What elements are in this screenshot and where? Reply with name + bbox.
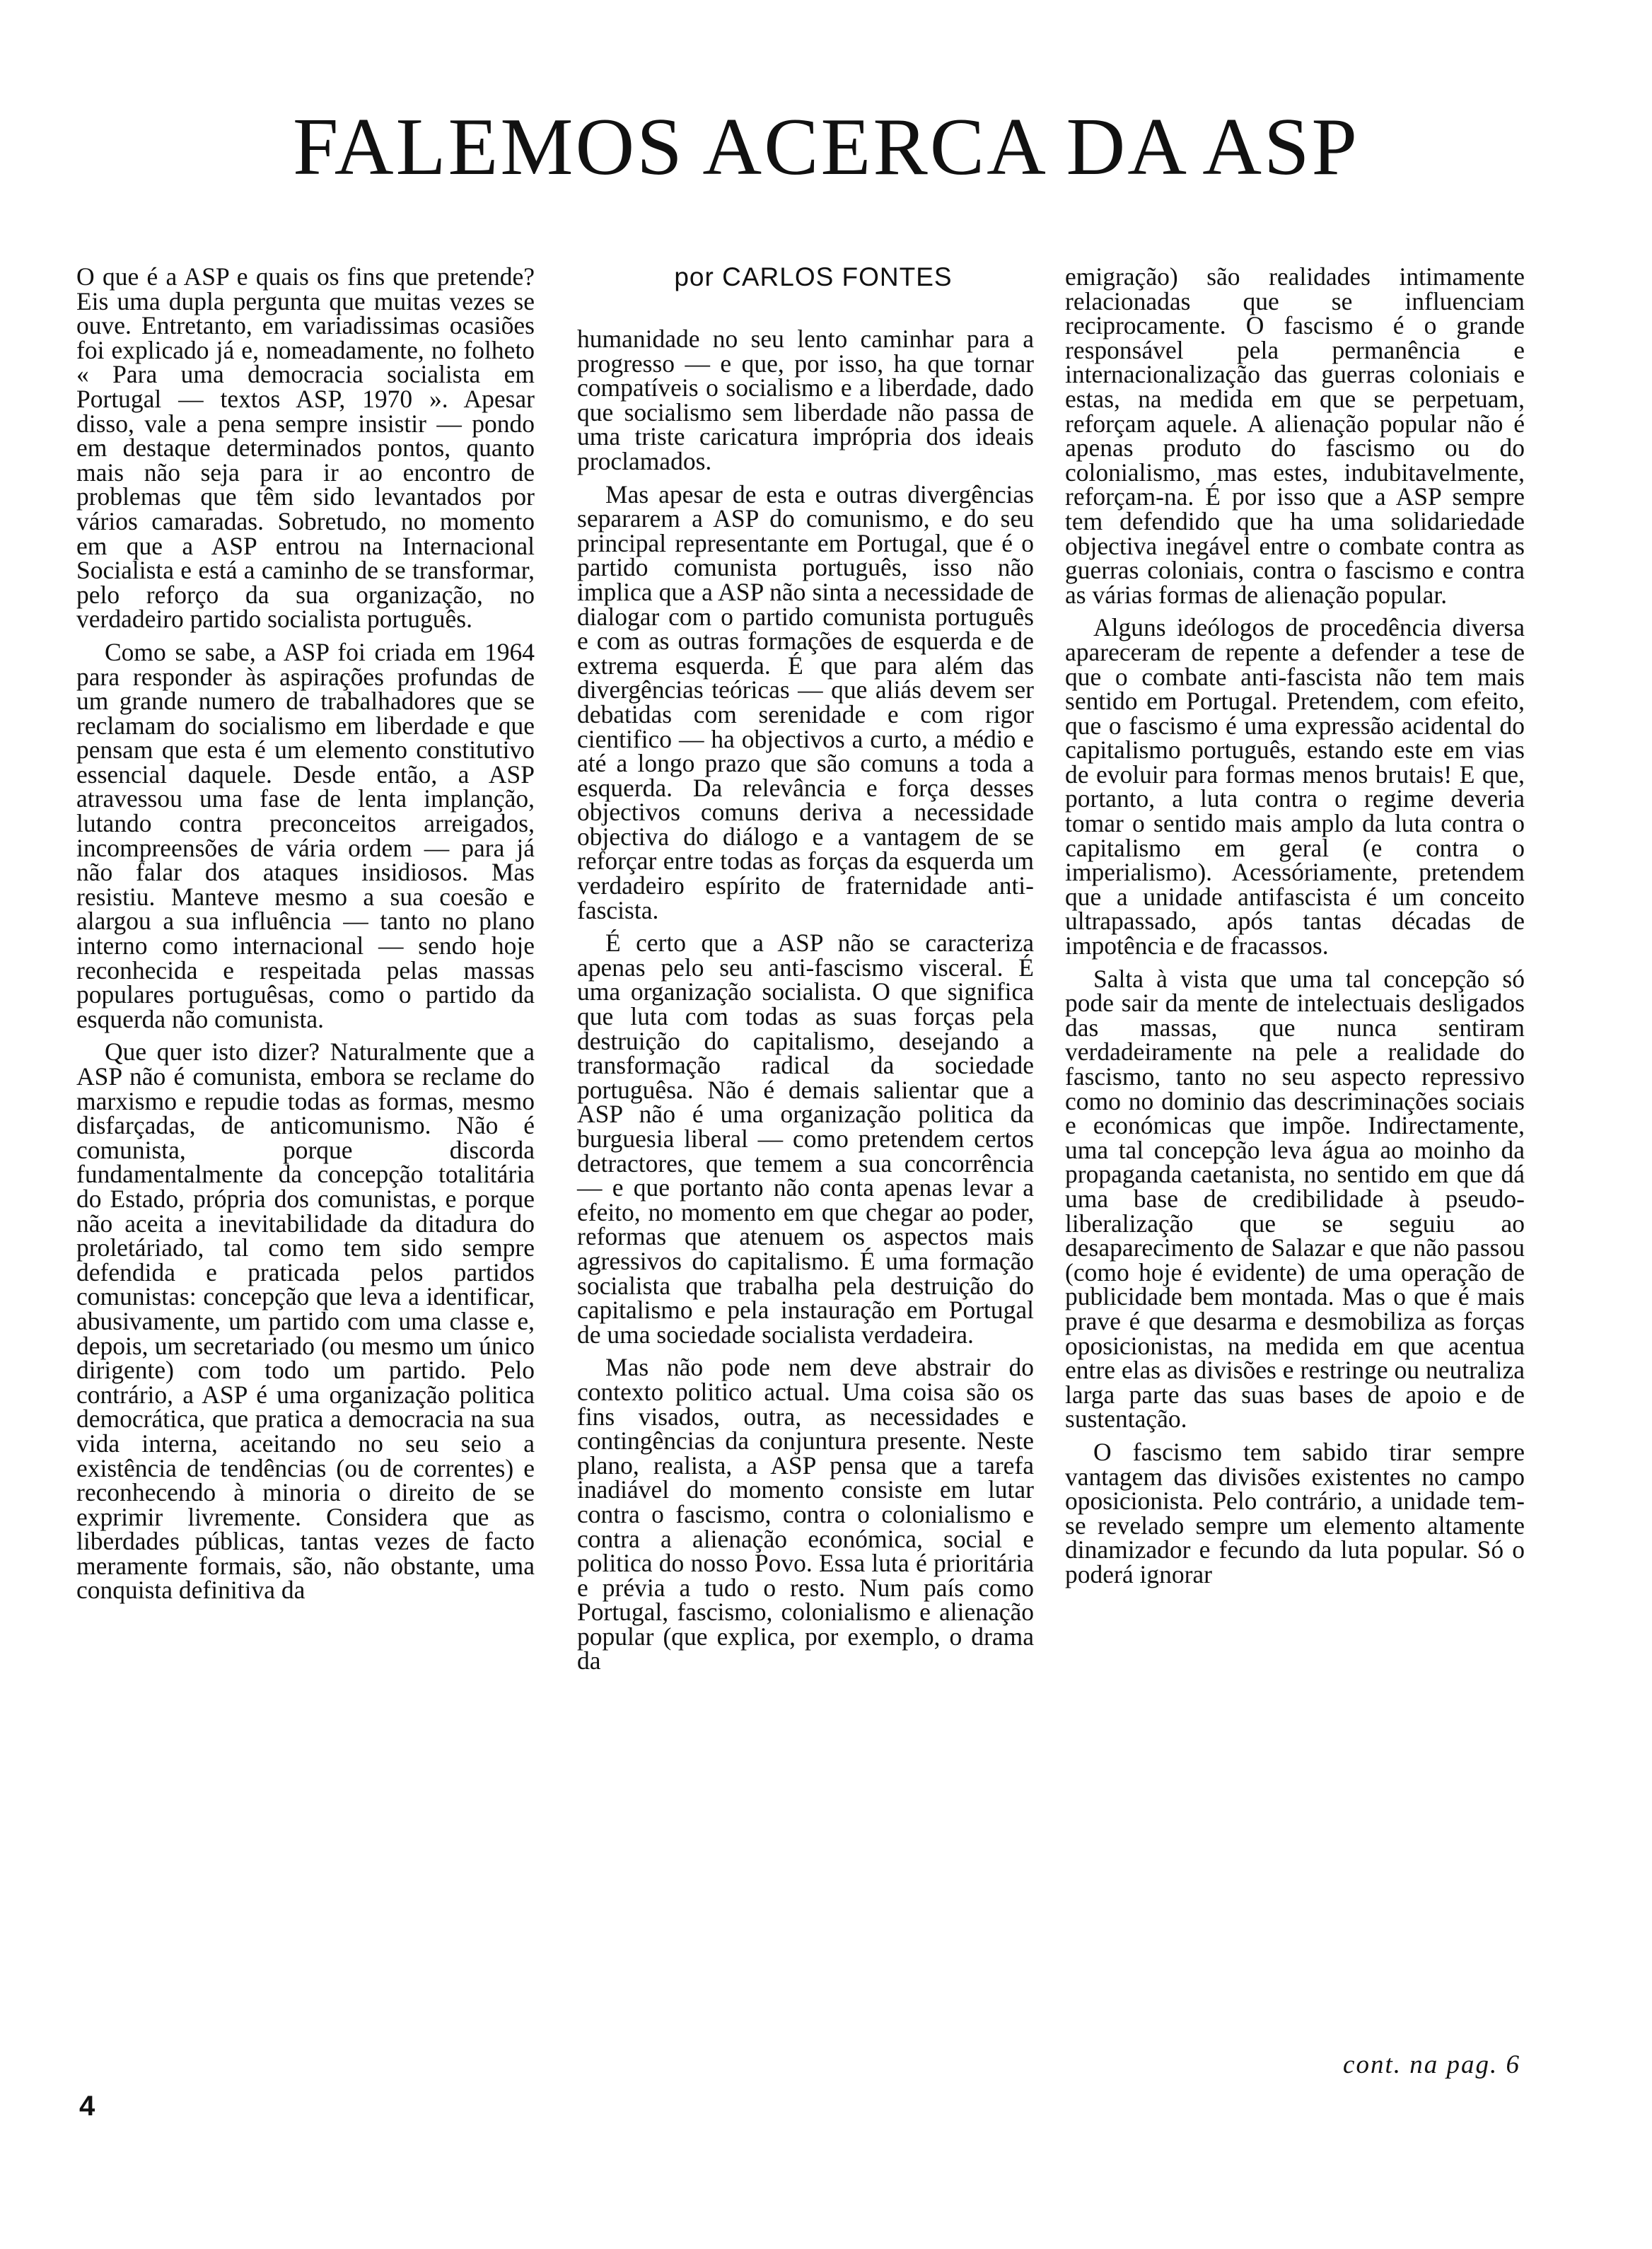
column-3 — [1065, 262, 1525, 1595]
page-number: 4 — [79, 2091, 95, 2122]
paragraph: Mas não pode nem deve abstrair do contexto politico actual. Uma coisa são os fins visados, outra, as necessidades e contingências da conjuntura presente. Neste plano, realista, a ASP pensa que a tarefa inadiável do momento consiste em lutar contra o fascismo, contra o colonialismo e contra a alienação económica, social e politica do nosso Povo. Essa luta é prioritária e prévia a tudo o resto. Num país como Portugal, fascismo, colonialismo e alienação popular (que explica, por exemplo, o drama da — [577, 1353, 1034, 1675]
article-title: FALEMOS ACERCA DA ASP — [292, 102, 1360, 192]
paragraph: Como se sabe, a ASP foi criada em 1964 para responder às aspirações profundas de um grande numero de trabalhadores que se reclamam do socialismo em liberdade e que pensam que esta é um elemento constitutivo essencial daquele. Desde então, a ASP atravessou uma fase de lenta implanção, lutando contra preconceitos arreigados, incompreensões de vária ordem — para já não falar dos ataques insidiosos. Mas resistiu. Manteve mesmo a sua coesão e alargou a sua influência — tanto no plano interno como internacional — sendo hoje reconhecida e respeitada pelas massas populares portuguêsas, como o partido da esquerda não comunista. — [76, 637, 535, 1033]
paragraph: Alguns ideólogos de procedência diversa apareceram de repente a defender a tese de que o combate anti-fascista não tem mais sentido em Portugal. Pretendem, com efeito, que o fascismo é uma expressão acidental do capitalismo português, estando este em vias de evoluir para formas menos brutais! E que, portanto, a luta contra o regime deveria tomar o sentido mais amplo da luta contra o capitalismo em geral (e contra o imperialismo). Acessóriamente, pretendem que a unidade antifascista é um conceito ultrapassado, após tantas décadas de impotência e de fracassos. — [1065, 613, 1525, 960]
continuation-note: cont. na pag. 6 — [1343, 2050, 1520, 2079]
paragraph: Que quer isto dizer? Naturalmente que a ASP não é comunista, embora se reclame do marxismo e repudie todas as formas, mesmo disfarçadas, de anticomunismo. Não é comunista, porque discorda fundamentalmente da concepção totalitária do Estado, própria dos comunistas, e porque não aceita a inevitabilidade da ditadura do proletáriado, tal como tem sido sempre defendida e praticada pelos partidos comunistas: concepção que leva a identificar, abusivamente, um partido com uma classe e, depois, um secretariado (ou mesmo um único dirigente) com todo um partido. Pelo contrário, a ASP é uma organização politica democrática, que pratica a democracia na sua vida interna, aceitando no seu seio a existência de tendências (ou de correntes) e reconhecendo à minoria o direito de se exprimir livremente. Considera que as liberdades públicas, tantas vezes de facto meramente formais, são, não obstante, uma conquista definitiva da — [76, 1038, 535, 1605]
paragraph: Salta à vista que uma tal concepção só pode sair da mente de intelectuais desligados das massas, que nunca sentiram verdadeiramente na pele a realidade do fascismo, tanto no seu aspecto repressivo como no dominio das descriminações sociais e económicas que impõe. Indirectamente, uma tal concepção leva água ao moinho da propaganda caetanista, no sentido em que dá uma base de credibilidade à pseudo-liberalização que se seguiu ao desaparecimento de Salazar e que não passou (como hoje é evidente) de uma operação de publicidade bem montada. Mas o que é mais prave é que desarma e desmobiliza as forças oposicionistas, na medida em que acentua entre elas as divisões e restringe ou neutraliza larga parte das suas bases de apoio e de sustentação. — [1065, 964, 1525, 1434]
paragraph: É certo que a ASP não se caracteriza apenas pelo seu anti-fascismo visceral. É uma organização socialista. O que significa que luta com todas as suas forças pela destruição do capitalismo, desejando a transformação radical da sociedade portuguêsa. Não é demais salientar que a ASP não é uma organização politica da burguesia liberal — como pretendem certos detractores, que temem a sua concorrência — e que portanto não conta apenas levar a efeito, no momento em que chegar ao poder, reformas que atenuem os aspectos mais agressivos do capitalismo. É uma formação socialista que trabalha pela destruição do capitalismo e pela instauração em Portugal de uma sociedade socialista verdadeira. — [577, 929, 1034, 1349]
column-2 — [577, 327, 1034, 1682]
paragraph: Mas apesar de esta e outras divergências separarem a ASP do comunismo, e do seu principal representante em Portugal, que é o partido comunista português, isso não implica que a ASP não sinta a necessidade de dialogar com o partido comunista português e com as outras formações de esquerda e de extrema esquerda. É que para além das divergências teóricas — que aliás devem ser debatidas com serenidade e com rigor cientifico — ha objectivos a curto, a médio e até a longo prazo que são comuns a toda a esquerda. Da relevância e força desses objectivos comuns deriva a necessidade objectiva do diálogo e a vantagem de se reforçar entre todas as forças da esquerda um verdadeiro espírito de fraternidade anti-fascista. — [577, 480, 1034, 924]
column-1 — [76, 262, 535, 1611]
paragraph: humanidade no seu lento caminhar para a progresso — e que, por isso, ha que tornar compatíveis o socialismo e a liberdade, dado que socialismo sem liberdade não passa de uma triste caricatura imprópria dos ideais proclamados. — [577, 325, 1034, 475]
paragraph: O fascismo tem sabido tirar sempre vantagem das divisões existentes no campo oposicionista. Pelo contrário, a unidade tem-se revelado sempre um elemento altamente dinamizador e fecundo da luta popular. Só o poderá ignorar — [1065, 1437, 1525, 1588]
paragraph: O que é a ASP e quais os fins que pretende? Eis uma dupla pergunta que muitas vezes se ouve. Entretanto, em variadissimas ocasiões foi explicado já e, nomeadamente, no folheto « Para uma democracia socialista em Portugal — textos ASP, 1970 ». Apesar disso, vale a pena sempre insistir — pondo em destaque determinados pontos, quanto mais não seja para ir ao encontro de problemas que têm sido levantados por vários camaradas. Sobretudo, no momento em que a ASP entrou na Internacional Socialista e está a caminho de se transformar, pelo reforço da sua organização, no verdadeiro partido socialista português. — [76, 262, 535, 634]
paragraph: emigração) são realidades intimamente relacionadas que se influenciam reciprocamente. O fascismo é o grande responsável pela permanência e internacionalização das guerras coloniais e estas, na medida em que se perpetuam, reforçam aquele. A alienação popular não é apenas produto do fascismo ou do colonialismo, mas estes, indubitavelmente, reforçam-na. É por isso que a ASP sempre tem defendido que ha uma solidariedade objectiva inegável entre o combate contra as guerras coloniais, contra o fascismo e contra as várias formas de alienação popular. — [1065, 262, 1525, 609]
author-byline: por CARLOS FONTES — [674, 262, 953, 291]
